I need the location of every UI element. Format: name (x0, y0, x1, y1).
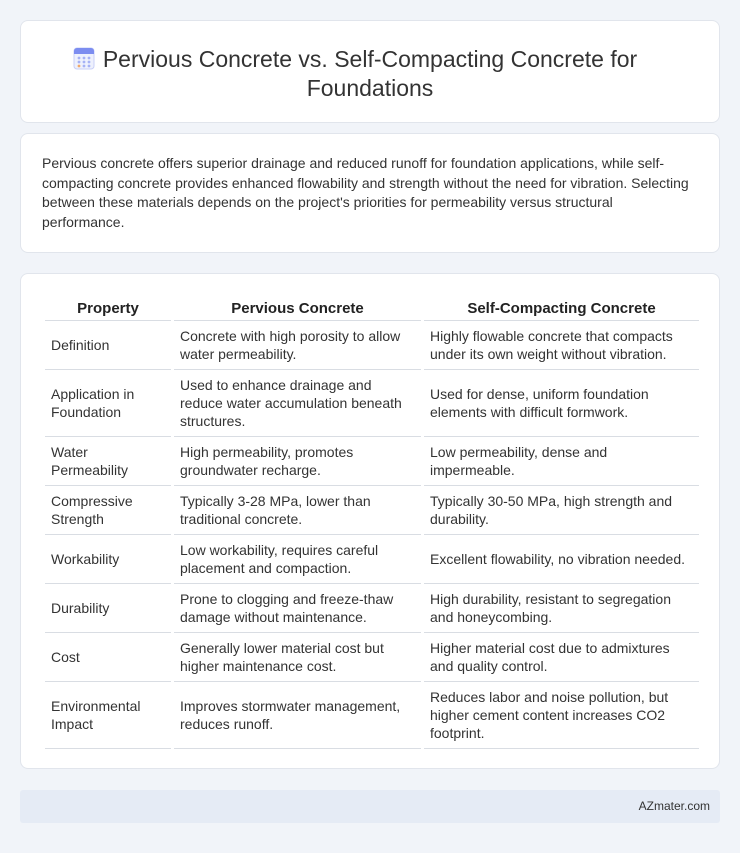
pervious-cell: Used to enhance drainage and reduce water accumulation beneath structures. (174, 370, 421, 437)
header-pervious: Pervious Concrete (174, 297, 421, 321)
table-row (45, 584, 699, 633)
header-property: Property (45, 297, 171, 321)
self-compacting-cell: Highly flowable concrete that compacts under its own weight without vibration. (424, 321, 699, 370)
comparison-table (42, 297, 702, 749)
self-compacting-cell: Higher material cost due to admixtures and quality control. (424, 633, 699, 682)
property-cell: Application in Foundation (45, 370, 171, 437)
title-card (20, 20, 720, 123)
table-row (45, 437, 699, 486)
table-row (45, 682, 699, 749)
self-compacting-cell: High durability, resistant to segregation and honeycombing. (424, 584, 699, 633)
self-compacting-cell: Low permeability, dense and impermeable. (424, 437, 699, 486)
property-cell: Durability (45, 584, 171, 633)
property-cell: Workability (45, 535, 171, 584)
property-cell: Water Permeability (45, 437, 171, 486)
pervious-cell: Prone to clogging and freeze-thaw damage without maintenance. (174, 584, 421, 633)
pervious-cell: Concrete with high porosity to allow water permeability. (174, 321, 421, 370)
self-compacting-cell: Used for dense, uniform foundation elements with difficult formwork. (424, 370, 699, 437)
property-cell: Cost (45, 633, 171, 682)
table-header-row (45, 297, 699, 321)
property-cell: Definition (45, 321, 171, 370)
pervious-cell: Generally lower material cost but higher maintenance cost. (174, 633, 421, 682)
pervious-cell: Low workability, requires careful placement and compaction. (174, 535, 421, 584)
self-compacting-cell: Reduces labor and noise pollution, but higher cement content increases CO2 footprint. (424, 682, 699, 749)
pervious-cell: High permeability, promotes groundwater recharge. (174, 437, 421, 486)
property-cell: Environmental Impact (45, 682, 171, 749)
property-cell: Compressive Strength (45, 486, 171, 535)
self-compacting-cell: Excellent flowability, no vibration needed. (424, 535, 699, 584)
intro-card (20, 133, 720, 253)
table-row (45, 633, 699, 682)
pervious-cell: Improves stormwater management, reduces runoff. (174, 682, 421, 749)
header-self-compacting: Self-Compacting Concrete (424, 297, 699, 321)
page-title: Pervious Concrete vs. Self-Compacting Concrete for Foundations (102, 46, 638, 101)
comparison-table-card (20, 273, 720, 769)
table-row (45, 486, 699, 535)
table-row (45, 370, 699, 437)
footer-brand: AZmater.com (638, 799, 710, 813)
intro-paragraph: Pervious concrete offers superior drainage and reduced runoff for foundation applications, while self-compacting concrete provides enhanced flowability and strength without the need for vibration. Selecting between these materials depends on the project's priorities for permeability versus structural performance. (42, 155, 689, 230)
footer-bar (20, 790, 720, 823)
table-row (45, 535, 699, 584)
pervious-cell: Typically 3-28 MPa, lower than traditional concrete. (174, 486, 421, 535)
self-compacting-cell: Typically 30-50 MPa, high strength and durability. (424, 486, 699, 535)
table-row (45, 321, 699, 370)
